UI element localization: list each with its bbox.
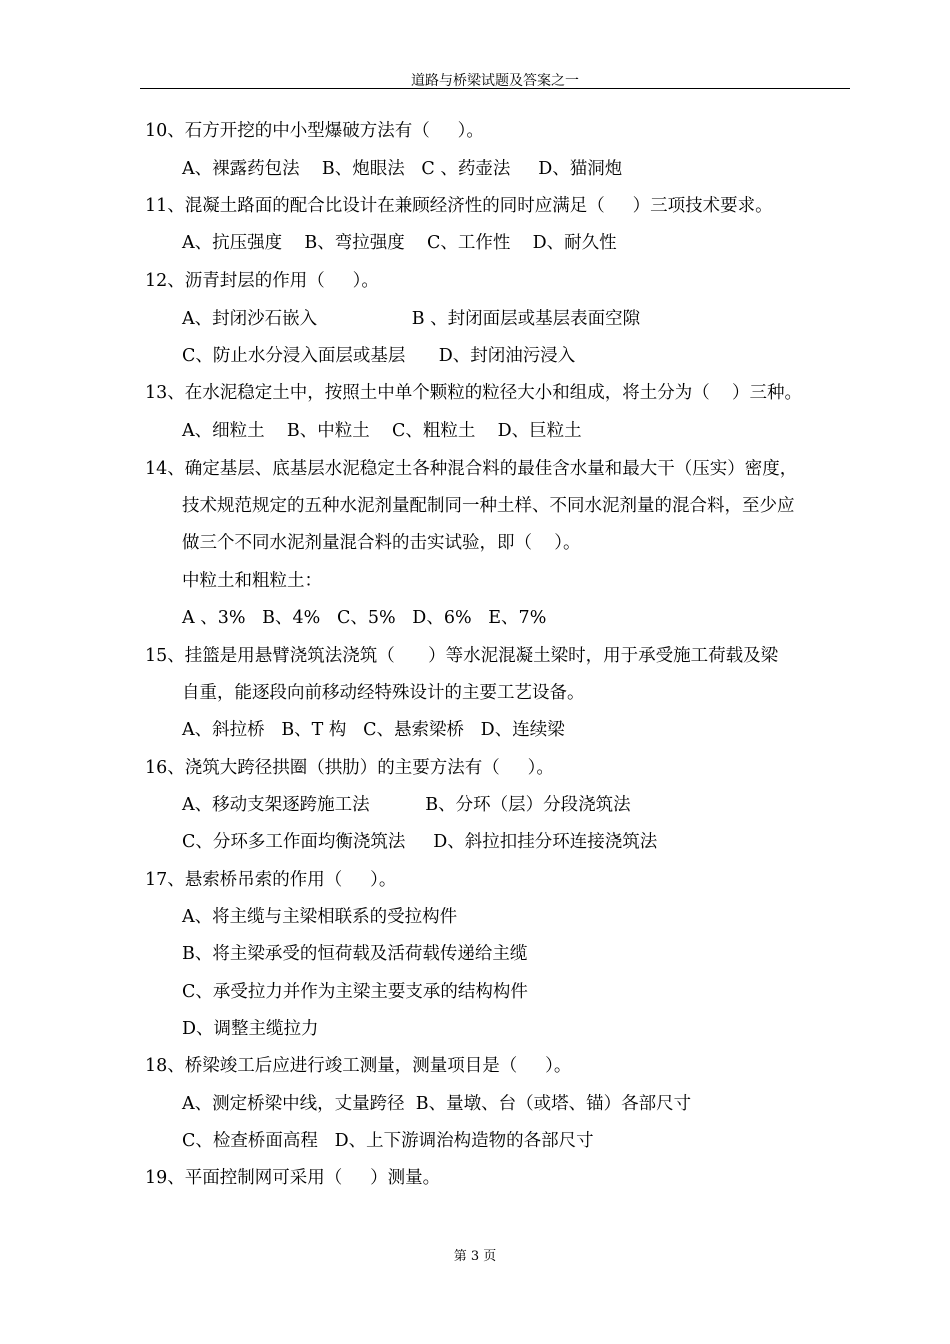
question-14-continued-1: 技术规范规定的五种水泥剂量配制同一种土样、不同水泥剂量的混合料，至少应	[182, 496, 795, 516]
question-17-option-b: B、将主梁承受的恒荷载及活荷载传递给主缆	[182, 944, 528, 964]
question-17: 17、悬索桥吊索的作用（ ）。	[145, 870, 397, 890]
question-16-options-2: C、分环多工作面均衡浇筑法 D、斜拉扣挂分环连接浇筑法	[182, 832, 658, 852]
question-18-options-2: C、检查桥面高程 D、上下游调治构造物的各部尺寸	[182, 1131, 594, 1151]
question-11: 11、混凝土路面的配合比设计在兼顾经济性的同时应满足（ ）三项技术要求。	[145, 196, 773, 216]
question-13: 13、在水泥稳定土中，按照土中单个颗粒的粒径大小和组成，将土分为（ ）三种。	[145, 383, 803, 403]
question-12-options-1: A、封闭沙石嵌入 B 、封闭面层或基层表面空隙	[182, 309, 641, 329]
question-16-options-1: A、移动支架逐跨施工法 B、分环（层）分段浇筑法	[182, 795, 631, 815]
question-17-option-d: D、调整主缆拉力	[182, 1019, 319, 1039]
question-18-options-1: A、测定桥梁中线，丈量跨径 B、量墩、台（或塔、锚）各部尺寸	[182, 1094, 692, 1114]
question-14-options: A 、3% B、4% C、5% D、6% E、7%	[182, 608, 547, 628]
question-15: 15、挂篮是用悬臂浇筑法浇筑（ ）等水泥混凝土梁时，用于承受施工荷载及梁	[145, 646, 779, 666]
question-10: 10、石方开挖的中小型爆破方法有（ ）。	[145, 121, 484, 141]
question-12: 12、沥青封层的作用（ ）。	[145, 271, 379, 291]
question-19: 19、平面控制网可采用（ ）测量。	[145, 1168, 441, 1188]
question-18: 18、桥梁竣工后应进行竣工测量，测量项目是（ ）。	[145, 1056, 572, 1076]
page-header: 道路与桥梁试题及答案之一	[411, 73, 579, 89]
question-13-options: A、细粒土 B、中粒土 C、粗粒土 D、巨粒土	[182, 421, 582, 441]
question-10-options: A、裸露药包法 B、炮眼法 C 、药壶法 D、猫洞炮	[182, 159, 623, 179]
question-15-continued: 自重，能逐段向前移动经特殊设计的主要工艺设备。	[182, 683, 585, 703]
question-17-option-c: C、承受拉力并作为主梁主要支承的结构构件	[182, 982, 528, 1002]
page-number: 第 3 页	[453, 1249, 497, 1264]
question-14-continued-2: 做三个不同水泥剂量混合料的击实试验，即（ ）。	[182, 533, 581, 553]
question-12-options-2: C、防止水分浸入面层或基层 D、封闭油污浸入	[182, 346, 576, 366]
question-11-options: A、抗压强度 B、弯拉强度 C、工作性 D、耐久性	[182, 233, 617, 253]
question-17-option-a: A、将主缆与主梁相联系的受拉构件	[182, 907, 458, 927]
header-rule	[140, 88, 850, 89]
question-14: 14、确定基层、底基层水泥稳定土各种混合料的最佳含水量和最大干（压实）密度，	[145, 459, 798, 479]
question-16: 16、浇筑大跨径拱圈（拱肋）的主要方法有（ ）。	[145, 758, 554, 778]
question-14-subheading: 中粒土和粗粒土：	[182, 571, 322, 591]
question-15-options: A、斜拉桥 B、T 构 C、悬索梁桥 D、连续梁	[182, 720, 565, 740]
